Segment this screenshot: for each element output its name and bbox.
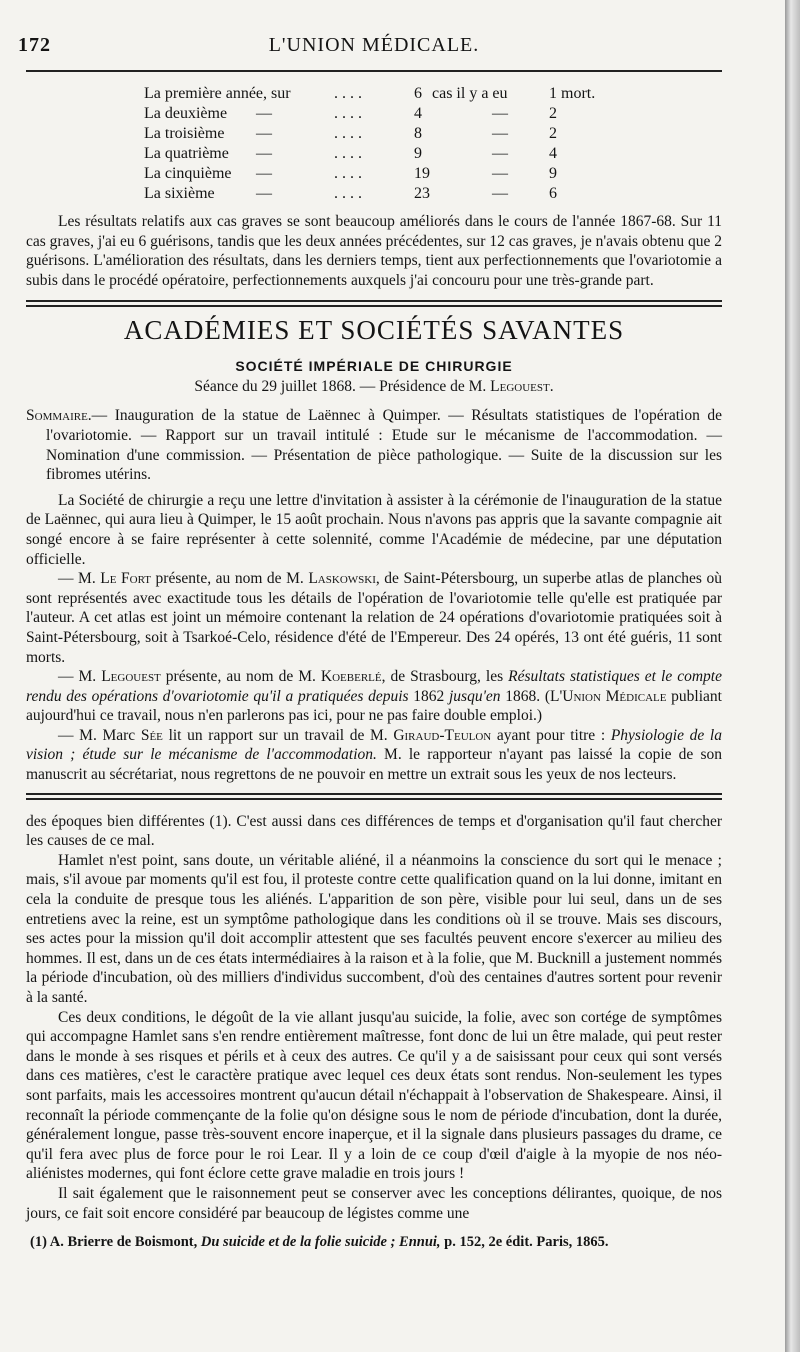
stats-row: La quatrième — . . . . 9 — 4	[144, 145, 557, 162]
section-divider	[26, 300, 722, 307]
page-number: 172	[18, 34, 51, 56]
page-content	[18, 34, 722, 1253]
page-edge	[785, 0, 800, 1352]
header-rule	[26, 70, 722, 72]
stats-row: La sixième — . . . . 23 — 6	[144, 185, 557, 202]
stats-table	[144, 84, 722, 204]
footnote: (1) A. Brierre de Boismont, Du suicide et de la folie suicide ; Ennui, p. 152, 2e édit. Paris, 1865.	[30, 1234, 609, 1251]
stats-row: La cinquième — . . . . 19 — 9	[144, 165, 557, 182]
paragraph-legouest: — M. Legouest présente, au nom de M. Koeberlé, de Strasbourg, les Résultats statistiques et le compte rendu des opérations d'ovariotomie qu'il a pratiquées depuis 1862 jusqu'en 1868. (L'Union Médicale publiant aujourd'hui ce travail, nous n'en parlerons pas ici, pour ne pas faire double emploi.)	[26, 668, 722, 725]
feuilleton	[26, 812, 722, 1253]
section-title: ACADÉMIES ET SOCIÉTÉS SAVANTES	[123, 315, 625, 346]
paragraph-le-fort: — M. Le Fort présente, au nom de M. Laskowski, de Saint-Pétersbourg, un superbe atlas de planches où sont représentés avec exactitude tous les détails de l'opération de l'ovariotomie telle qu'elle est pratiquée par l'auteur. A cet atlas est joint un mémoire contenant la relation de 24 opérations d'ovariotomie pratiquées soit à Saint-Pétersbourg, soit à Tsarkoé-Celo, résidence d'été de l'Empereur. Des 24 opérés, 13 ont été guéris, 11 sont morts.	[26, 570, 722, 666]
feuilleton-divider	[26, 793, 722, 800]
results-paragraph: Les résultats relatifs aux cas graves se sont beaucoup améliorés dans le cours de l'année 1867-68. Sur 11 cas graves, j'ai eu 6 guérisons, tandis que les deux années précédentes, sur 12 cas graves, je n'avais obtenu que 2 guérisons. L'amélioration des résultats, dans les derniers temps, tient aux perfectionnements que l'ovariotomie a subis dans le procédé opératoire, perfectionnements auxquels j'ai concouru pour une très-grande part.	[26, 213, 722, 289]
stats-row: La troisième — . . . . 8 — 2	[144, 125, 557, 142]
feuilleton-paragraph: des époques bien différentes (1). C'est aussi dans ces différences de temps et d'organisation qu'il faut chercher les causes de ce mal.	[26, 812, 722, 850]
paragraph-see: — M. Marc Sée lit un rapport sur un travail de M. Giraud-Teulon ayant pour titre : Physiologie de la vision ; étude sur le mécanisme de l'accommodation. M. le rapporteur n'ayant pas laissé la copie de son manuscrit au sécrétariat, nous regrettons de ne pouvoir en mettre un extrait sous les yeux de nos lecteurs.	[26, 726, 722, 784]
running-title: L'UNION MÉDICALE.	[268, 34, 480, 56]
feuilleton-paragraph: Il sait également que le raisonnement peut se conserver avec les conceptions délirantes, quoique, de nos jours, ce fait soit encore considéré par beaucoup de légistes comme une	[26, 1184, 722, 1222]
stats-row: La deuxième — . . . . 4 — 2	[144, 105, 557, 122]
seance-line: Séance du 29 juillet 1868. — Présidence de M. Legouest.	[194, 378, 554, 396]
sommaire-label: Sommaire.	[26, 407, 92, 425]
society-title: SOCIÉTÉ IMPÉRIALE DE CHIRURGIE	[235, 358, 513, 375]
paragraph-laennec: La Société de chirurgie a reçu une lettre d'invitation à assister à la cérémonie de l'inauguration de la statue de Laënnec, qui aura lieu à Quimper, le 15 août prochain. Nous n'avons pas appris que la savante compagnie ait songé encore à se faire représenter à cette solennité, comme l'Académie de médecine, par une députation officielle.	[26, 491, 722, 568]
feuilleton-paragraph: Ces deux conditions, le dégoût de la vie allant jusqu'au suicide, la folie, avec son cortége de symptômes qui accompagne Hamlet sans s'en rendre entièrement maîtresse, font donc de lui un être malade, qui peut rester dans le monde à ses risques et périls et à ceux des autres. Ce qu'il y a de saisissant pour ceux qui sont versés dans ces matières, c'est le caractère pratique avec lequel ces deux états sont rendus. Non-seulement les types sont parfaits, mais les accessoires montrent qu'aucun détail n'échappait à l'observation de Shakespeare. Ainsi, il reconnaît la période commençante de la folie qu'on désigne sous le nom de période d'incubation, dont la durée, généralement longue, passe très-souvent encore inaperçue, et il la signale dans plusieurs passages du drame, ce qu'il fera avec plus de force pour le roi Lear. Il y a loin de ce coup d'œil d'aigle à la myopie de nos néo-aliénistes modernes, qui font éclore cette grave maladie en trois jours !	[26, 1008, 722, 1183]
feuilleton-paragraph: Hamlet n'est point, sans doute, un véritable aliéné, il a néanmoins la conscience du sort qui le menace ; mais, s'il avoue par moments qu'il est fou, il proteste contre cette qualification quand on la lui donne, imitant en cela la conduite de presque tous les aliénés. L'apparition de son père, visible pour lui seul, dans un de ses entretiens avec la reine, est un symptôme pathologique dans les conditions où il se trouve. Mais ses discours, ses actes pour la mission qu'il doit accomplir attestent que ses facultés peuvent encore s'exercer au milieu des hommes. Il est, dans un de ces états intermédiaires à la raison et à la folie, que M. Bucknill a justement nommés la période d'incubation, où des milliers d'individus succombent, d'où des centaines d'autres sortent pour revenir à la santé.	[26, 851, 722, 1006]
page-header	[18, 34, 722, 70]
stats-row: La première année, sur . . . . 6 cas il y a eu 1 mort.	[144, 85, 596, 102]
sommaire: Sommaire.— Inauguration de la statue de Laënnec à Quimper. — Résultats statistiques de l'opération de l'ovariotomie. — Rapport sur un travail intitulé : Etude sur le mécanisme de l'accommodation. — Nomination d'une commission. — Présentation de pièce pathologique. — Suite de la discussion sur les fibromes utérins.	[26, 407, 722, 484]
